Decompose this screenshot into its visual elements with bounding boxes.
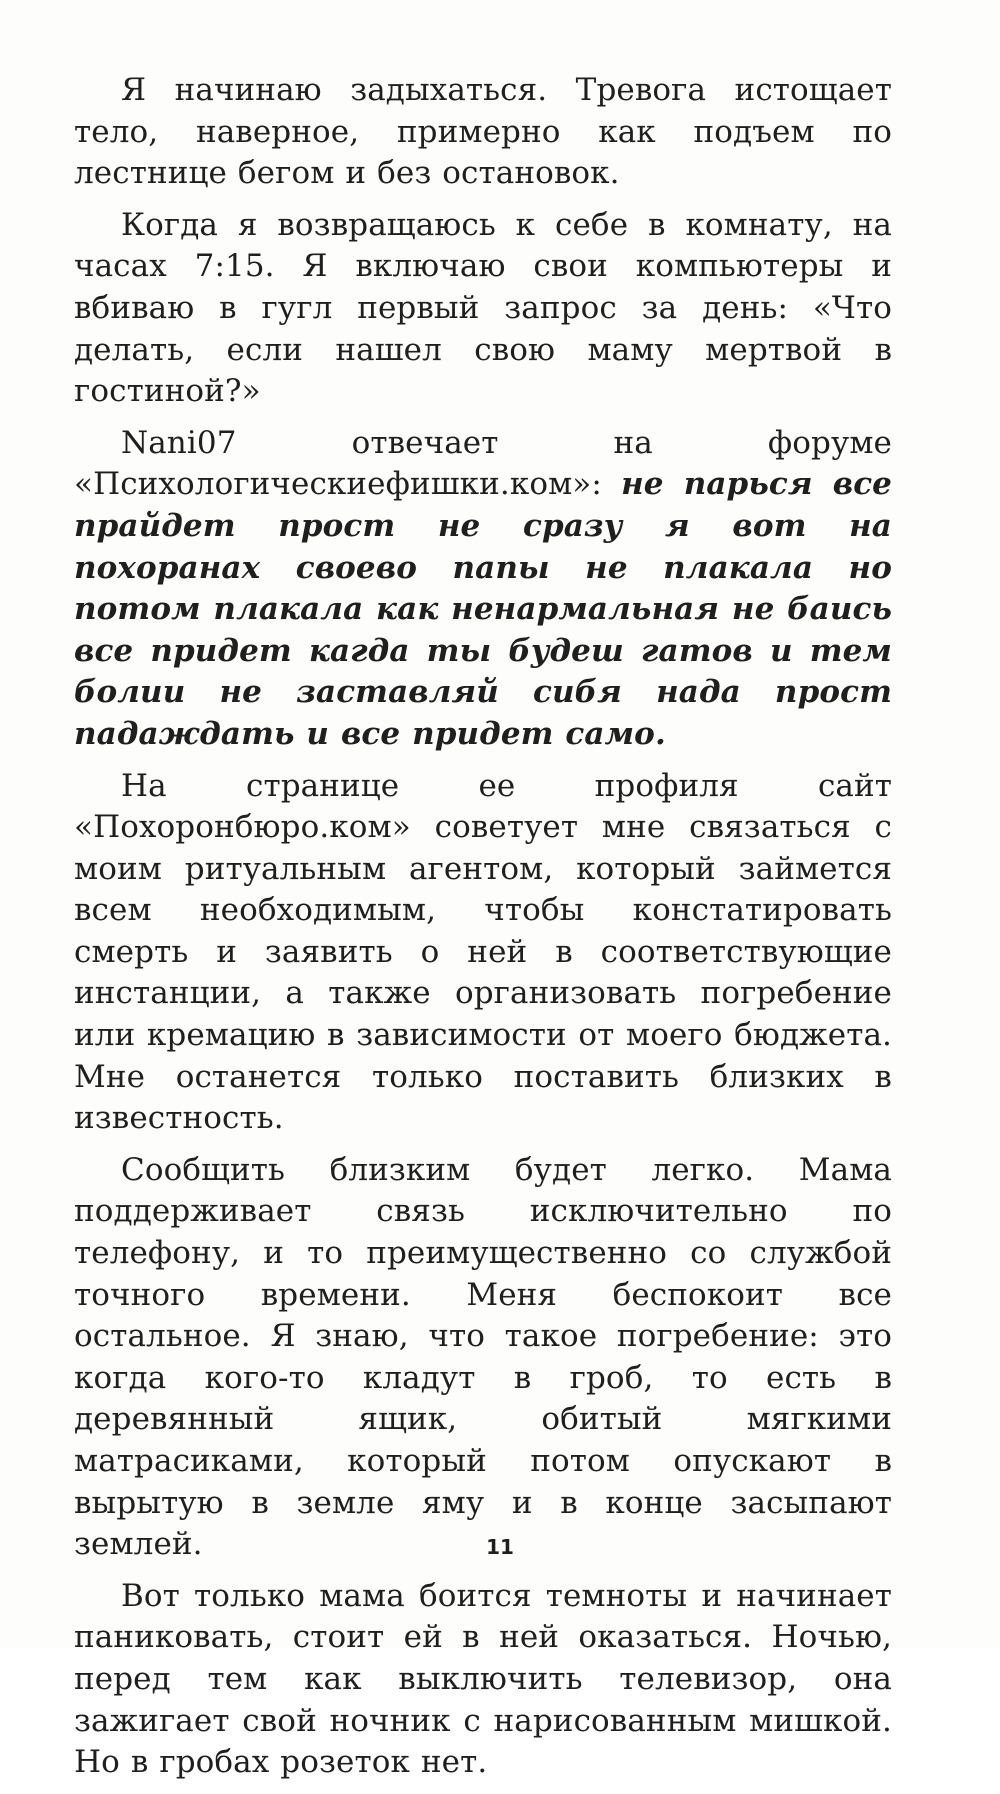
paragraph-breathless: Я начинаю задыхаться. Тревога истощает тело, наверное, примерно как подъем по лестнице бегом и без остановок. bbox=[74, 72, 892, 192]
page-number: 11 bbox=[486, 1535, 514, 1559]
paragraph-funeral-site: На странице ее профиля сайт «Похоронбюро.ком» советует мне связаться с моим ритуальным агентом, который займется всем необходимым, чтобы констатировать смерть и заявить о ней в соответствующие инстанции, а также организовать погребение или кремацию в зависимости от моего бюджета. Мне останется только поставить близких в известность. bbox=[74, 767, 892, 1137]
paragraph-google-query: Когда я возвращаюсь к себе в комнату, на часах 7:15. Я включаю свои компьютеры и вбиваю в гугл первый запрос за день: «Что делать, если нашел свою маму мертвой в гостиной?» bbox=[74, 206, 892, 410]
paragraph-darkness: Вот только мама боится темноты и начинает паниковать, стоит ей в ней оказаться. Ночью, перед тем как выключить телевизор, она зажигает свой ночник с нарисованным мишкой. Но в гробах розеток нет. bbox=[74, 1577, 892, 1781]
forum-answer-quote: не парься все прайдет прост не сразу я вот на похоранах своево папы не плакала но потом плакала как ненармальная не баись все придет кагда ты будеш гатов и тем болии не заставляй сибя нада прост падаждать и все придет само. bbox=[74, 466, 892, 752]
forum-answer-intro: Nani07 отвечает на форуме «Психологическиефишки.ком»: bbox=[74, 424, 892, 503]
paragraph-forum-answer bbox=[74, 423, 892, 756]
paragraph-burial: Сообщить близким будет легко. Мама поддерживает связь исключительно по телефону, и то преимущественно со службой точного времени. Меня беспокоит все остальное. Я знаю, что такое погребение: это когда кого-то кладут в гроб, то есть в деревянный ящик, обитый мягкими матрасиками, который потом опускают в вырытую в земле яму и в конце засыпают землей. bbox=[74, 1151, 892, 1563]
